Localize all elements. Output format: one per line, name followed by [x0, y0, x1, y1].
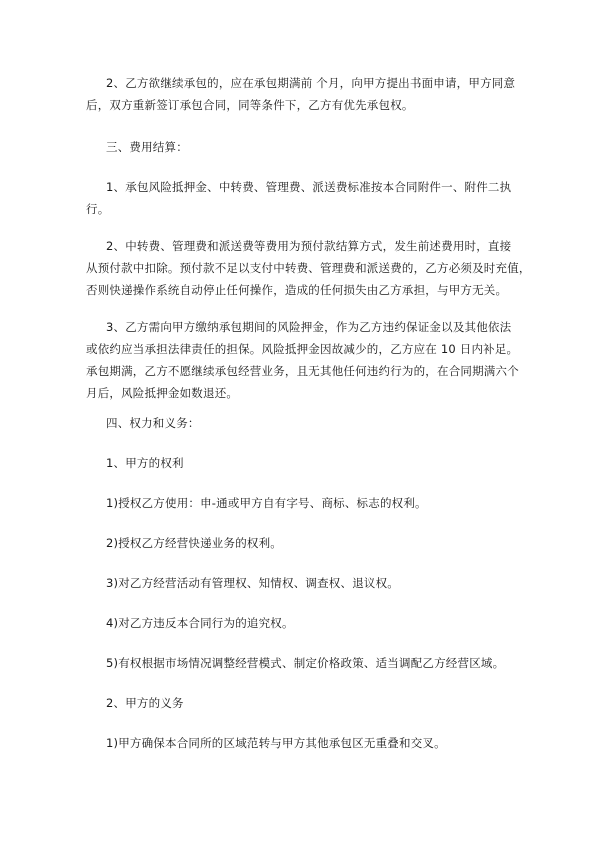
text-line: 或依约应当承担法律责任的担保。风险抵押金因故减少的，乙方应在 10 日内补足。	[86, 342, 519, 356]
text-line: 2)授权乙方经营快递业务的权利。	[106, 536, 283, 550]
list-item	[86, 492, 511, 514]
paragraph-fees-3	[86, 316, 519, 404]
text-line: 后，双方重新签订承包合同，同等条件下，乙方有优先承包权。	[86, 98, 414, 112]
subheading-party-a-rights	[86, 452, 511, 474]
list-item	[86, 652, 511, 674]
text-line: 4)对乙方违反本合同行为的追究权。	[106, 616, 294, 630]
text-line: 承包期满，乙方不愿继续承包经营业务，且无其他任何违约行为的，在合同期满六个	[86, 364, 519, 378]
text-line: 行。	[86, 202, 110, 216]
paragraph-renewal	[86, 72, 516, 116]
section-heading: 三、费用结算：	[106, 140, 188, 154]
text-line: 2、中转费、管理费和派送费等费用为预付款结算方式，发生前述费用时，直接	[106, 239, 512, 253]
text-line: 1)授权乙方使用：申-通或甲方自有字号、商标、标志的权利。	[106, 496, 427, 510]
subheading: 2、甲方的义务	[106, 696, 184, 710]
paragraph-fees-2	[86, 235, 531, 301]
paragraph-fees-1	[86, 176, 511, 220]
list-item	[86, 732, 511, 754]
subheading-party-a-duties	[86, 692, 511, 714]
text-line: 2、乙方欲继续承包的，应在承包期满前 个月，向甲方提出书面申请，甲方同意	[106, 76, 516, 90]
text-line: 从预付款中扣除。预付款不足以支付中转费、管理费和派送费的，乙方必须及时充值，	[86, 261, 531, 275]
text-line: 5)有权根据市场情况调整经营模式、制定价格政策、适当调配乙方经营区域。	[106, 656, 505, 670]
section-heading: 四、权力和义务：	[106, 416, 200, 430]
section-heading-rights	[86, 412, 511, 434]
subheading: 1、甲方的权利	[106, 456, 184, 470]
text-line: 月后，风险抵押金如数退还。	[86, 386, 239, 400]
list-item	[86, 532, 511, 554]
list-item	[86, 572, 511, 594]
list-item	[86, 612, 511, 634]
text-line: 否则快递操作系统自动停止任何操作，造成的任何损失由乙方承担，与甲方无关。	[86, 283, 508, 297]
text-line: 3)对乙方经营活动有管理权、知情权、调查权、退议权。	[106, 576, 400, 590]
text-line: 1、承包风险抵押金、中转费、管理费、派送费标准按本合同附件一、附件二执	[106, 180, 512, 194]
text-line: 3、乙方需向甲方缴纳承包期间的风险押金，作为乙方违约保证金以及其他依法	[106, 320, 512, 334]
text-line: 1)甲方确保本合同所的区域范转与甲方其他承包区无重叠和交叉。	[106, 736, 446, 750]
section-heading-fees	[86, 136, 511, 158]
